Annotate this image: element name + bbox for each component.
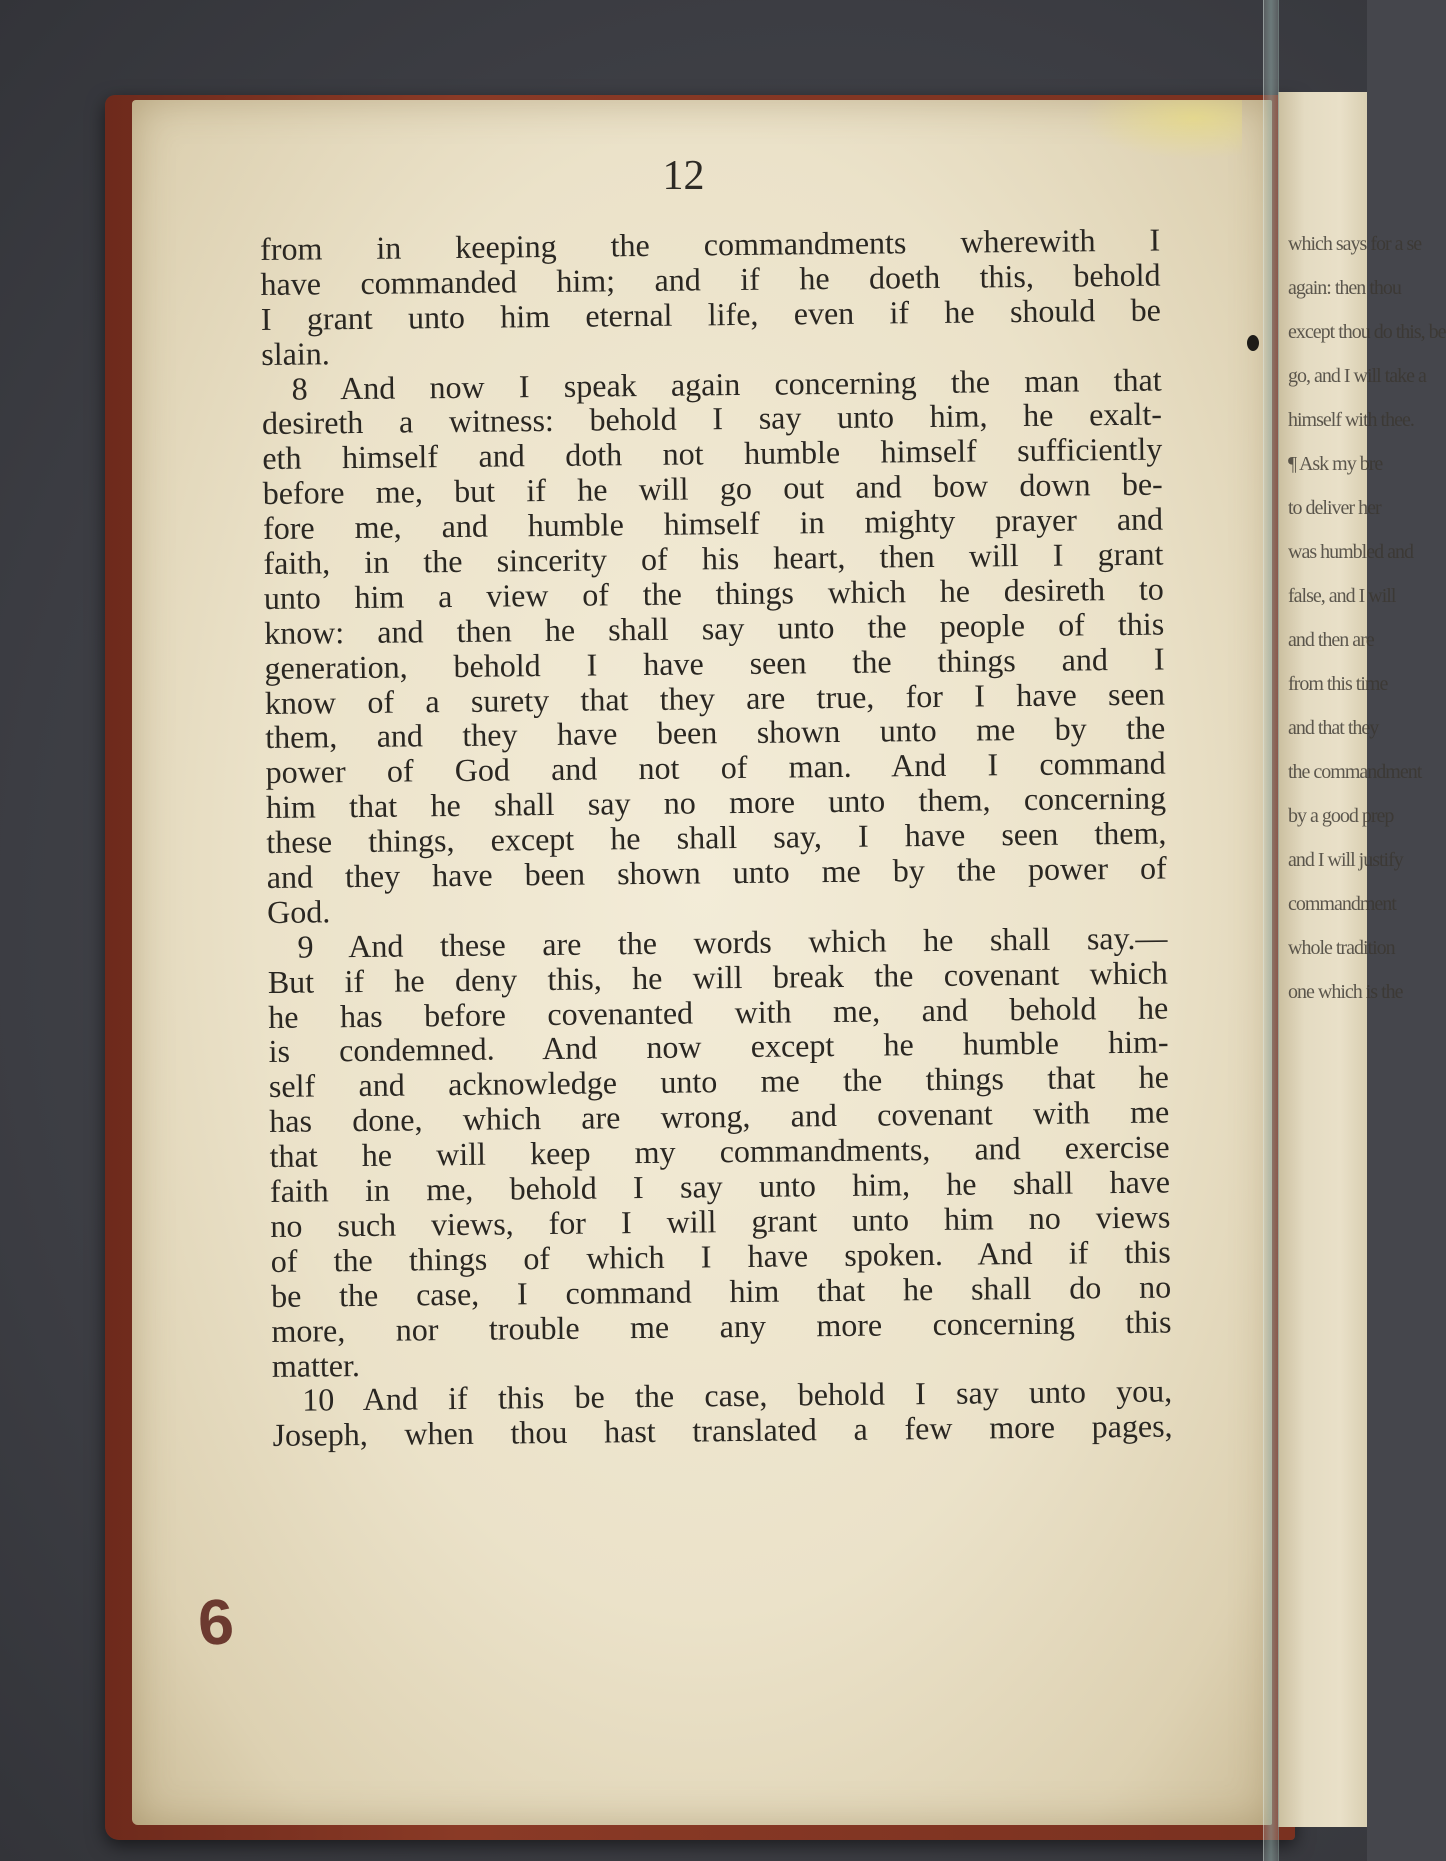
text-line: Joseph, when thou hast translated a few more pages, (272, 1407, 1173, 1454)
text-line: that he will keep my commandments, and exercise (269, 1128, 1170, 1175)
adjacent-text-line: which says for a se (1288, 233, 1422, 255)
text-line: him that he shall say no more unto them, concerning (265, 779, 1167, 826)
text-line: eth himself and doth not humble himself sufficiently (262, 430, 1163, 477)
text-line: be the case, I command him that he shall do no (270, 1268, 1172, 1314)
text-line: But if he deny this, he will break the covenant which (267, 954, 1168, 1000)
adjacent-text-line: commandment (1288, 893, 1396, 915)
adjacent-text-line: and I will justify (1288, 849, 1403, 871)
text-line: matter. (271, 1346, 361, 1384)
text-line: have commanded him; and if he doeth this, behold (260, 256, 1161, 302)
text-line: and they have been shown unto me by the power of (266, 849, 1167, 895)
adjacent-text-line: again: then thou (1288, 277, 1401, 299)
text-line: 10 And if this be the case, behold I say unto you, (302, 1372, 1173, 1419)
text-line: of the things of which I have spoken. And if this (270, 1233, 1171, 1279)
text-line: 8 And now I speak again concerning the man that (291, 361, 1162, 407)
text-line: is condemned. And now except he humble him- (268, 1024, 1169, 1070)
page-body-text (260, 223, 1173, 1454)
text-line: desireth a witness: behold I say unto him, he exalt- (261, 396, 1163, 442)
adjacent-text-line: was humbled and (1288, 541, 1413, 563)
adjacent-text-line: ¶ Ask my bre (1288, 453, 1383, 475)
text-line: self and acknowledge unto me the things that he (268, 1058, 1170, 1105)
text-line: God. (266, 893, 331, 930)
adjacent-text-line: himself with thee. (1288, 409, 1414, 431)
text-line: before me, but if he will go out and bow down be- (262, 465, 1163, 512)
text-line: fore me, and humble himself in mighty prayer and (262, 500, 1164, 547)
text-line: power of God and not of man. And I command (265, 744, 1166, 791)
handwritten-margin-note: 6 (195, 1584, 237, 1660)
adjacent-text-line: and then are (1288, 629, 1374, 651)
adjacent-text-line: whole tradition (1288, 937, 1395, 959)
text-line: these things, except he shall say, I have seen them, (266, 814, 1167, 861)
adjacent-text-line: the commandment (1288, 761, 1422, 783)
text-line: has done, which are wrong, and covenant with me (269, 1093, 1170, 1140)
adjacent-text-line: by a good prep (1288, 805, 1394, 827)
text-line: slain. (261, 334, 330, 372)
text-line: no such views, for I will grant unto him no views (270, 1198, 1171, 1244)
adjacent-page (1278, 92, 1446, 1827)
text-line: 9 And these are the words which he shall say.— (297, 919, 1168, 965)
text-line: generation, behold I have seen the things and I (264, 640, 1165, 686)
adjacent-text-line: to deliver her (1288, 497, 1381, 519)
adjacent-text-line: one which is the (1288, 981, 1403, 1003)
adjacent-text-line: go, and I will take a (1288, 365, 1426, 387)
text-line: he has before covenanted with me, and behold he (268, 989, 1169, 1035)
glass-plate-edge (1263, 0, 1279, 1861)
text-line: know of a surety that they are true, for I have seen (264, 675, 1166, 721)
adjacent-text-line: except thou do this, be (1288, 321, 1446, 343)
text-line: more, nor trouble me any more concerning this (271, 1303, 1172, 1349)
adjacent-text-line: and that they (1288, 717, 1379, 739)
text-line: know: and then he shall say unto the people of this (264, 605, 1165, 651)
text-line: them, and they have been shown unto me by the (265, 710, 1166, 756)
page-discoloration (1082, 100, 1242, 160)
text-line: faith, in the sincerity of his heart, then will I grant (263, 535, 1164, 581)
text-line: I grant unto him eternal life, even if he should be (260, 291, 1162, 337)
page-number: 12 (662, 153, 705, 199)
adjacent-page-text (1288, 222, 1446, 1014)
adjacent-text-line: from this time (1288, 673, 1388, 695)
ink-blot (1247, 335, 1259, 351)
text-line: from in keeping the commandments wherewith I (259, 221, 1161, 267)
text-line: faith in me, behold I say unto him, he shall have (269, 1163, 1171, 1209)
text-line: unto him a view of the things which he desireth to (263, 570, 1164, 616)
adjacent-text-line: false, and I will (1288, 585, 1396, 607)
